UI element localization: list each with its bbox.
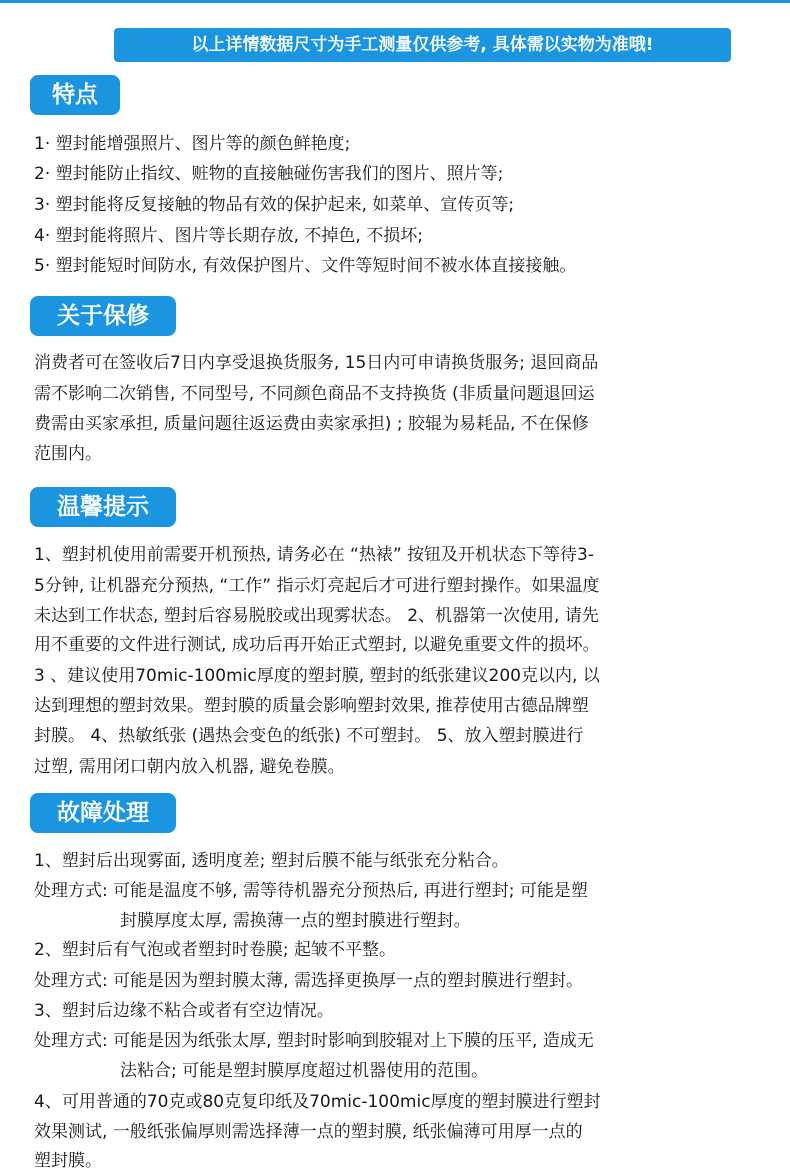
tips-text-line: 3 、建议使用70mic-100mic厚度的塑封膜, 塑封的纸张建议200克以内, 以 — [34, 666, 600, 686]
tips-text-line: 封膜。 4、热敏纸张 (遇热会变色的纸张) 不可塑封。 5、放入塑封膜进行 — [34, 726, 584, 746]
troubleshooting-text-line: 处理方式: 可能是因为纸张太厚, 塑封时影响到胶辊对上下膜的压平, 造成无 — [34, 1031, 594, 1051]
troubleshooting-text-line: 法粘合; 可能是塑封膜厚度超过机器使用的范围。 — [120, 1061, 489, 1081]
warranty-text-line: 范围内。 — [34, 444, 102, 464]
section-title-features: 特点 — [30, 75, 120, 115]
top-divider — [0, 0, 790, 3]
feature-item: 3· 塑封能将反复接触的物品有效的保护起来, 如菜单、宣传页等; — [34, 195, 515, 215]
tips-text-line: 5分钟, 让机器充分预热, “工作” 指示灯亮起后才可进行塑封操作。如果温度 — [34, 576, 600, 596]
section-title-troubleshooting: 故障处理 — [30, 793, 176, 833]
tips-text-line: 用不重要的文件进行测试, 成功后再开始正式塑封, 以避免重要文件的损坏。 — [34, 635, 600, 655]
troubleshooting-text-line: 1、塑封后出现雾面, 透明度差; 塑封后膜不能与纸张充分粘合。 — [34, 851, 509, 871]
troubleshooting-text-line: 处理方式: 可能是因为塑封膜太薄, 需选择更换厚一点的塑封膜进行塑封。 — [34, 971, 583, 991]
feature-item: 1· 塑封能增强照片、图片等的颜色鲜艳度; — [34, 134, 351, 154]
section-title-tips: 温馨提示 — [30, 487, 176, 527]
feature-item: 5· 塑封能短时间防水, 有效保护图片、文件等短时间不被水体直接接触。 — [34, 256, 577, 276]
section-title-warranty: 关于保修 — [30, 296, 176, 336]
tips-text-line: 1、塑封机使用前需要开机预热, 请务必在 “热裱” 按钮及开机状态下等待3- — [34, 545, 594, 565]
measurement-notice-banner: 以上详情数据尺寸为手工测量仅供参考, 具体需以实物为准哦! — [114, 28, 731, 62]
feature-item: 2· 塑封能防止指纹、赃物的直接触碰伤害我们的图片、照片等; — [34, 164, 504, 184]
troubleshooting-text-line: 封膜厚度太厚, 需换薄一点的塑封膜进行塑封。 — [120, 911, 471, 931]
tips-text-line: 过塑, 需用闭口朝内放入机器, 避免卷膜。 — [34, 757, 345, 777]
tips-text-line: 达到理想的塑封效果。塑封膜的质量会影响塑封效果, 推荐使用古德品牌塑 — [34, 696, 589, 716]
troubleshooting-text-line: 处理方式: 可能是温度不够, 需等待机器充分预热后, 再进行塑封; 可能是塑 — [34, 881, 588, 901]
warranty-text-line: 消费者可在签收后7日内享受退换货服务, 15日内可申请换货服务; 退回商品 — [34, 353, 599, 373]
feature-item: 4· 塑封能将照片、图片等长期存放, 不掉色, 不损坏; — [34, 226, 423, 246]
troubleshooting-text-line: 2、塑封后有气泡或者塑封时卷膜; 起皱不平整。 — [34, 940, 396, 960]
tips-text-line: 未达到工作状态, 塑封后容易脱胶或出现雾状态。 2、机器第一次使用, 请先 — [34, 606, 599, 626]
troubleshooting-text-line: 4、可用普通的70克或80克复印纸及70mic-100mic厚度的塑封膜进行塑封 — [34, 1092, 601, 1112]
warranty-text-line: 需不影响二次销售, 不同型号, 不同颜色商品不支持换货 (非质量问题退回运 — [34, 384, 595, 404]
troubleshooting-text-line: 效果测试, 一般纸张偏厚则需选择薄一点的塑封膜, 纸张偏薄可用厚一点的 — [34, 1122, 583, 1142]
troubleshooting-text-line: 3、塑封后边缘不粘合或者有空边情况。 — [34, 1001, 334, 1021]
troubleshooting-text-line: 塑封膜。 — [34, 1151, 102, 1171]
warranty-text-line: 费需由买家承担, 质量问题往返运费由卖家承担) ; 胶辊为易耗品, 不在保修 — [34, 414, 589, 434]
